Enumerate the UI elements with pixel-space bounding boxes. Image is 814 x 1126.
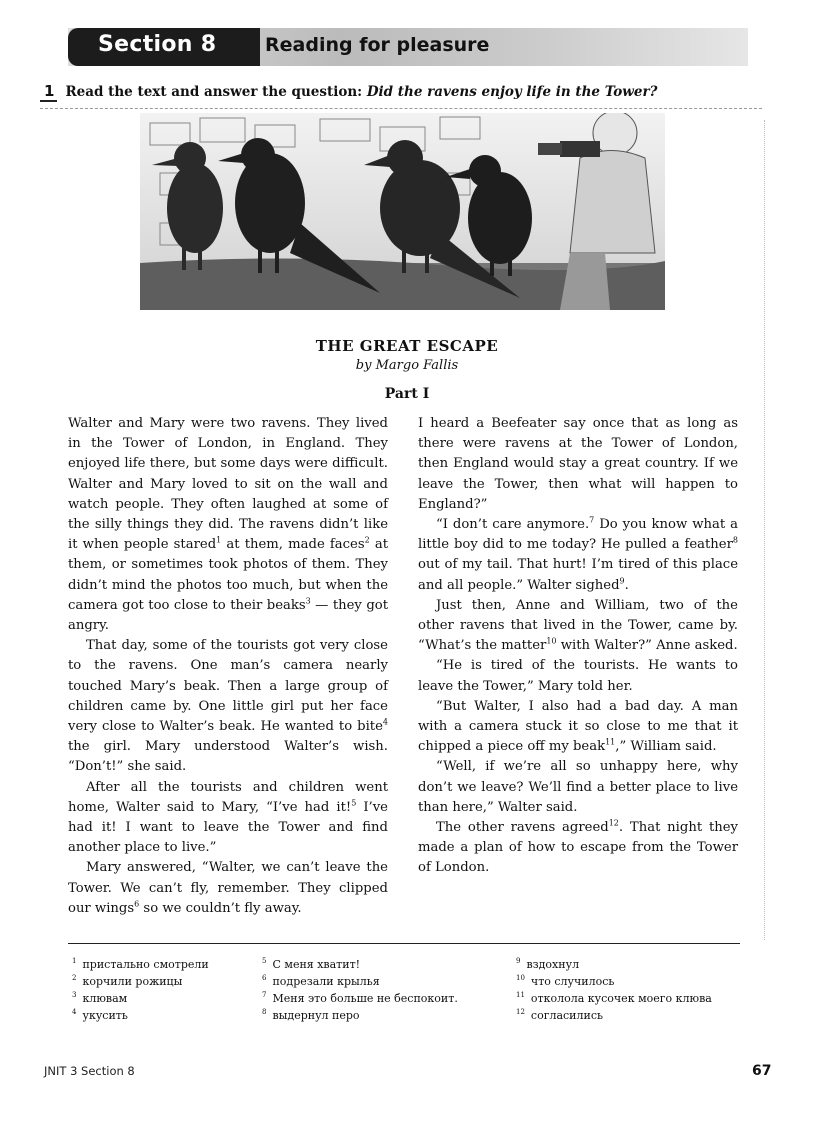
task-number: 1 (40, 82, 57, 102)
task-divider (40, 108, 762, 109)
footnotes-column-3 (516, 956, 712, 1024)
task-question: Did the ravens enjoy life in the Tower? (366, 84, 658, 100)
footnote-item: $^7$ Меня это больше не беспокоит. (262, 991, 458, 1005)
section-title: Reading for pleasure (265, 34, 490, 56)
page-number: 67 (752, 1063, 772, 1079)
footnotes-column-1 (72, 956, 209, 1024)
section-label: Section 8 (98, 32, 217, 57)
story-column-left: Walter and Mary were two ravens. They lived in the Tower of London, in England. They enjoyed life there, but some days were difficult. Walter and Mary loved to sit on the wall and watch people. They often laughed at some of the silly things they did. The ravens didn’t like it when people stared$^1$ at them, made faces$^2$ at them, or sometimes took photos of them. They didn’t mind the photos too much, but when the camera got too close to their beaks$^3$ — they got angry. That day, some of the tourists got very close to the ravens. One man’s camera nearly touched Mary’s beak. Then a large group of children came by. One little girl put her face very close to Walter’s beak. He wanted to bite$^4$ the girl. Mary understood Walter’s wish. “Don’t!” she said. After all the tourists and children went home, Walter said to Mary, “I’ve had it!$^5$ I’ve had it! I want to leave the Tower and find another place to live.” Mary answered, “Walter, we can’t leave the Tower. We can’t fly, remember. They clipped our wings$^6$ so we couldn’t fly away. (68, 416, 389, 916)
footnotes-divider (68, 943, 740, 944)
page-edge-marks (764, 120, 765, 940)
footnote-item: $^{11}$ отколола кусочек моего клюва (516, 991, 712, 1005)
footer-unit-label: JNIT 3 Section 8 (44, 1064, 135, 1078)
story-title: THE GREAT ESCAPE (315, 337, 499, 355)
task-instruction (40, 82, 760, 102)
story-part: Part I (384, 386, 430, 402)
story-column-right: I heard a Beefeater say once that as long as there were ravens at the Tower of London, then England would stay a great country. If we leave the Tower, then what will happen to England?” “I don’t care anymore.$^7$ Do you know what a little boy did to me today? He pulled a feather$^8$ out of my tail. That hurt! I’m tired of this place and all people.” Walter sighed$^9$. Just then, Anne and William, two of the other ravens that lived in the Tower, came by. “What’s the matter$^{10}$ with Walter?” Anne asked. “He is tired of the tourists. He wants to leave the Tower,” Mary told her. “But Walter, I also had a bad day. A man with a camera stuck it so close to me that it chipped a piece off my beak$^{11}$,” William said. “Well, if we’re all so unhappy here, why don’t we leave? We’ll find a better place to live than here,” Walter said. The other ravens agreed$^{12}$. That night they made a plan of how to escape from the Tower of London. (418, 416, 738, 876)
footnote-item: $^6$ подрезали крылья (262, 974, 380, 988)
footnote-item: $^2$ корчили рожицы (72, 974, 183, 988)
footnote-item: $^5$ С меня хватит! (262, 957, 361, 971)
footnote-item: $^{10}$ что случилось (516, 974, 615, 988)
footnote-item: $^{12}$ согласились (516, 1008, 603, 1022)
footnote-item: $^8$ выдернул перо (262, 1008, 360, 1022)
footnotes-column-2 (262, 956, 458, 1024)
footnote-item: $^1$ пристально смотрели (72, 957, 209, 971)
footnote-item: $^4$ укусить (72, 1008, 128, 1022)
section-label-pill (68, 28, 260, 66)
ravens-and-boy-illustration (140, 113, 665, 310)
footnote-item: $^3$ клювам (72, 991, 128, 1005)
task-text: Read the text and answer the question: (65, 84, 367, 100)
footnote-item: $^9$ вздохнул (516, 957, 580, 971)
story-author: by Margo Fallis (355, 358, 459, 373)
